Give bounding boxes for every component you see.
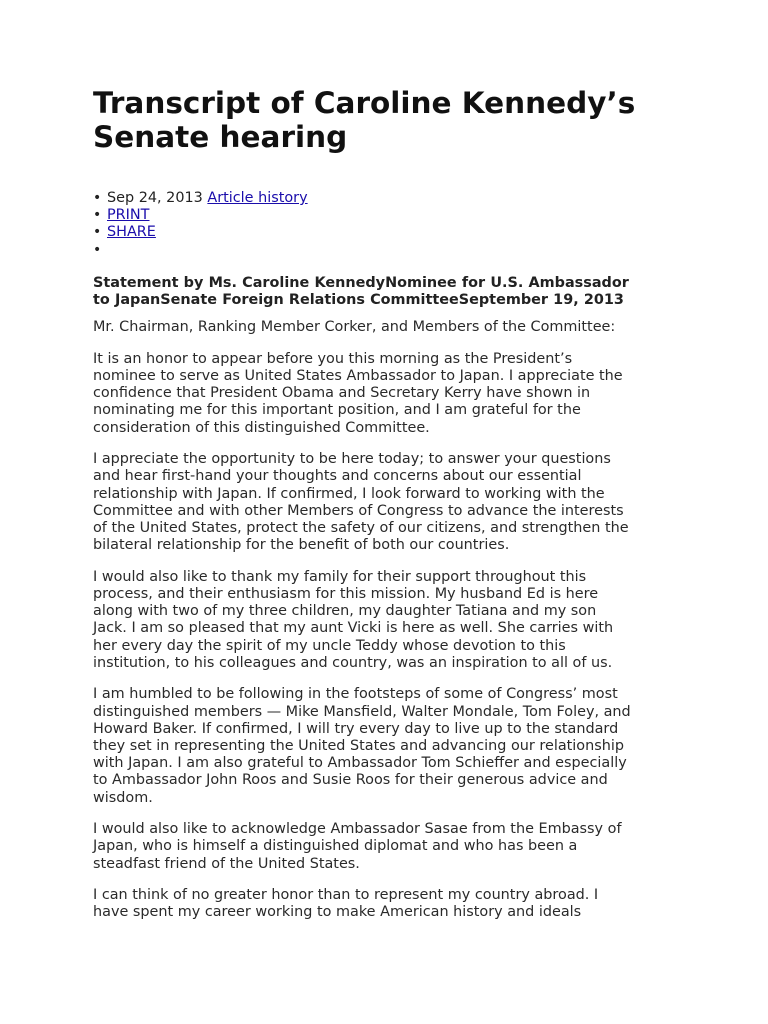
- statement-heading: [93, 275, 683, 309]
- paragraph-line: wisdom.: [93, 789, 153, 806]
- paragraph-line: Japan, who is himself a distinguished diplomat and who has been a: [93, 838, 578, 855]
- paragraph-line: have spent my career working to make American history and ideals: [93, 904, 582, 921]
- paragraph-line: relationship with Japan. If confirmed, I look forward to working with the: [93, 485, 605, 502]
- body-paragraph: [93, 319, 683, 336]
- meta-item-share: [93, 224, 308, 241]
- article-meta-list: [93, 190, 308, 259]
- paragraph-line: of the United States, protect the safety of our citizens, and strengthen the: [93, 520, 629, 537]
- paragraph-line: confidence that President Obama and Secretary Kerry have shown in: [93, 385, 591, 402]
- body-paragraph: [93, 686, 683, 806]
- statement-heading-line: to JapanSenate Foreign Relations CommitteeSeptember 19, 2013: [93, 292, 624, 309]
- paragraph-line: nominee to serve as United States Ambassador to Japan. I appreciate the: [93, 368, 623, 384]
- body-paragraph: [93, 351, 683, 437]
- print-link[interactable]: PRINT: [107, 207, 150, 224]
- paragraph-line: I would also like to thank my family for their support throughout this: [93, 568, 587, 585]
- meta-item-print: [93, 207, 308, 224]
- article-history-link[interactable]: Article history: [207, 190, 308, 206]
- paragraph-line: institution, to his colleagues and country, was an inspiration to all of us.: [93, 654, 613, 671]
- paragraph-line: It is an honor to appear before you this morning as the President’s: [93, 350, 573, 367]
- paragraph-line: I can think of no greater honor than to represent my country abroad. I: [93, 887, 599, 904]
- article-date: Sep 24, 2013: [107, 190, 203, 206]
- paragraph-line: they set in representing the United States and advancing our relationship: [93, 738, 624, 755]
- body-paragraph: [93, 569, 683, 672]
- paragraph-line: nominating me for this important position, and I am grateful for the: [93, 402, 581, 419]
- paragraph-line: Jack. I am so pleased that my aunt Vicki is here as well. She carries with: [93, 620, 614, 637]
- paragraph-line: consideration of this distinguished Committee.: [93, 419, 430, 436]
- paragraph-line: Mr. Chairman, Ranking Member Corker, and Members of the Committee:: [93, 319, 616, 336]
- paragraph-line: I appreciate the opportunity to be here today; to answer your questions: [93, 451, 611, 468]
- paragraph-line: Howard Baker. If confirmed, I will try every day to live up to the standard: [93, 720, 619, 737]
- paragraph-line: bilateral relationship for the benefit of both our countries.: [93, 537, 510, 554]
- statement-heading-line: Statement by Ms. Caroline KennedyNominee for U.S. Ambassador: [93, 275, 629, 291]
- article-title: [93, 86, 693, 154]
- paragraph-line: along with two of my three children, my daughter Tatiana and my son: [93, 603, 597, 620]
- paragraph-line: I would also like to acknowledge Ambassador Sasae from the Embassy of: [93, 821, 622, 838]
- body-paragraph: [93, 821, 683, 873]
- paragraph-line: to Ambassador John Roos and Susie Roos for their generous advice and: [93, 772, 608, 789]
- paragraph-line: her every day the spirit of my uncle Teddy whose devotion to this: [93, 637, 566, 654]
- share-link[interactable]: SHARE: [107, 224, 156, 241]
- paragraph-line: with Japan. I am also grateful to Ambassador Tom Schieffer and especially: [93, 755, 627, 772]
- meta-item-empty: [93, 242, 308, 259]
- article-body: [93, 275, 683, 936]
- paragraph-line: distinguished members — Mike Mansfield, Walter Mondale, Tom Foley, and: [93, 703, 631, 720]
- paragraph-line: Committee and with other Members of Congress to advance the interests: [93, 502, 624, 519]
- body-paragraph: [93, 451, 683, 554]
- paragraph-line: I am humbled to be following in the footsteps of some of Congress’ most: [93, 686, 618, 703]
- body-paragraph: [93, 887, 683, 921]
- article-title-line: Senate hearing: [93, 120, 348, 154]
- article-title-line: Transcript of Caroline Kennedy’s: [93, 86, 636, 120]
- paragraph-line: process, and their enthusiasm for this mission. My husband Ed is here: [93, 586, 599, 603]
- meta-item-date: [93, 190, 308, 207]
- paragraph-line: steadfast friend of the United States.: [93, 855, 360, 872]
- paragraph-line: and hear first-hand your thoughts and concerns about our essential: [93, 468, 582, 485]
